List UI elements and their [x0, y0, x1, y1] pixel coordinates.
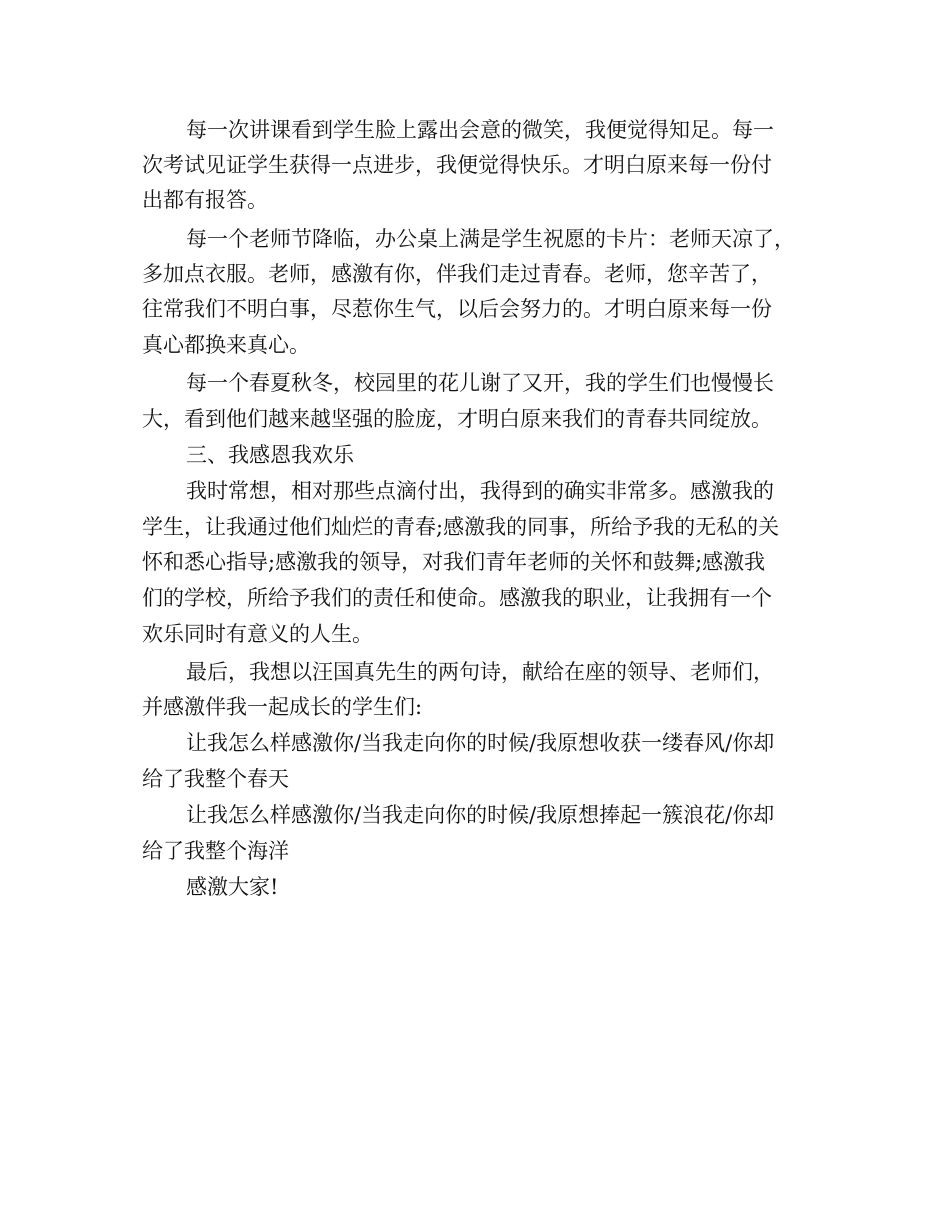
paragraph-line: 我时常想，相对那些点滴付出，我得到的确实非常多。感激我的 — [186, 479, 774, 503]
paragraph-line: 多加点衣服。老师，感激有你，伴我们走过青春。老师，您辛苦了， — [142, 262, 772, 286]
poem-line: 让我怎么样感激你/当我走向你的时候/我原想收获一缕春风/你却 — [186, 731, 775, 755]
paragraph-line: 往常我们不明白事，尽惹你生气，以后会努力的。才明白原来每一份 — [142, 297, 772, 321]
paragraph-line: 并感激伴我一起成长的学生们: — [142, 695, 423, 719]
poem-line: 给了我整个春天 — [142, 767, 289, 791]
paragraph-line: 学生，让我通过他们灿烂的青春;感激我的同事，所给予我的无私的关 — [142, 515, 780, 539]
paragraph-line: 欢乐同时有意义的人生。 — [142, 622, 373, 646]
paragraph-line: 怀和悉心指导;感激我的领导，对我们青年老师的关怀和鼓舞;感激我 — [142, 550, 766, 574]
paragraph-line: 们的学校，所给予我们的责任和使命。感激我的职业，让我拥有一个 — [142, 586, 772, 610]
paragraph-line: 出都有报答。 — [142, 188, 268, 212]
paragraph-line: 次考试见证学生获得一点进步，我便觉得快乐。才明白原来每一份付 — [142, 153, 772, 177]
section-heading: 三、我感恩我欢乐 — [186, 443, 354, 467]
paragraph-line: 真心都换来真心。 — [142, 333, 310, 357]
paragraph-line: 每一个春夏秋冬，校园里的花儿谢了又开，我的学生们也慢慢长 — [186, 371, 774, 395]
paragraph-line: 每一次讲课看到学生脸上露出会意的微笑，我便觉得知足。每一 — [186, 118, 774, 142]
poem-line: 给了我整个海洋 — [142, 839, 289, 863]
paragraph-line: 最后，我想以汪国真先生的两句诗，献给在座的领导、老师们， — [186, 660, 774, 684]
poem-line: 让我怎么样感激你/当我走向你的时候/我原想捧起一簇浪花/你却 — [186, 803, 775, 827]
closing-line: 感激大家! — [186, 875, 279, 899]
paragraph-line: 每一个老师节降临，办公桌上满是学生祝愿的卡片：老师天凉了， — [186, 227, 795, 251]
paragraph-line: 大，看到他们越来越坚强的脸庞，才明白原来我们的青春共同绽放。 — [142, 407, 772, 431]
